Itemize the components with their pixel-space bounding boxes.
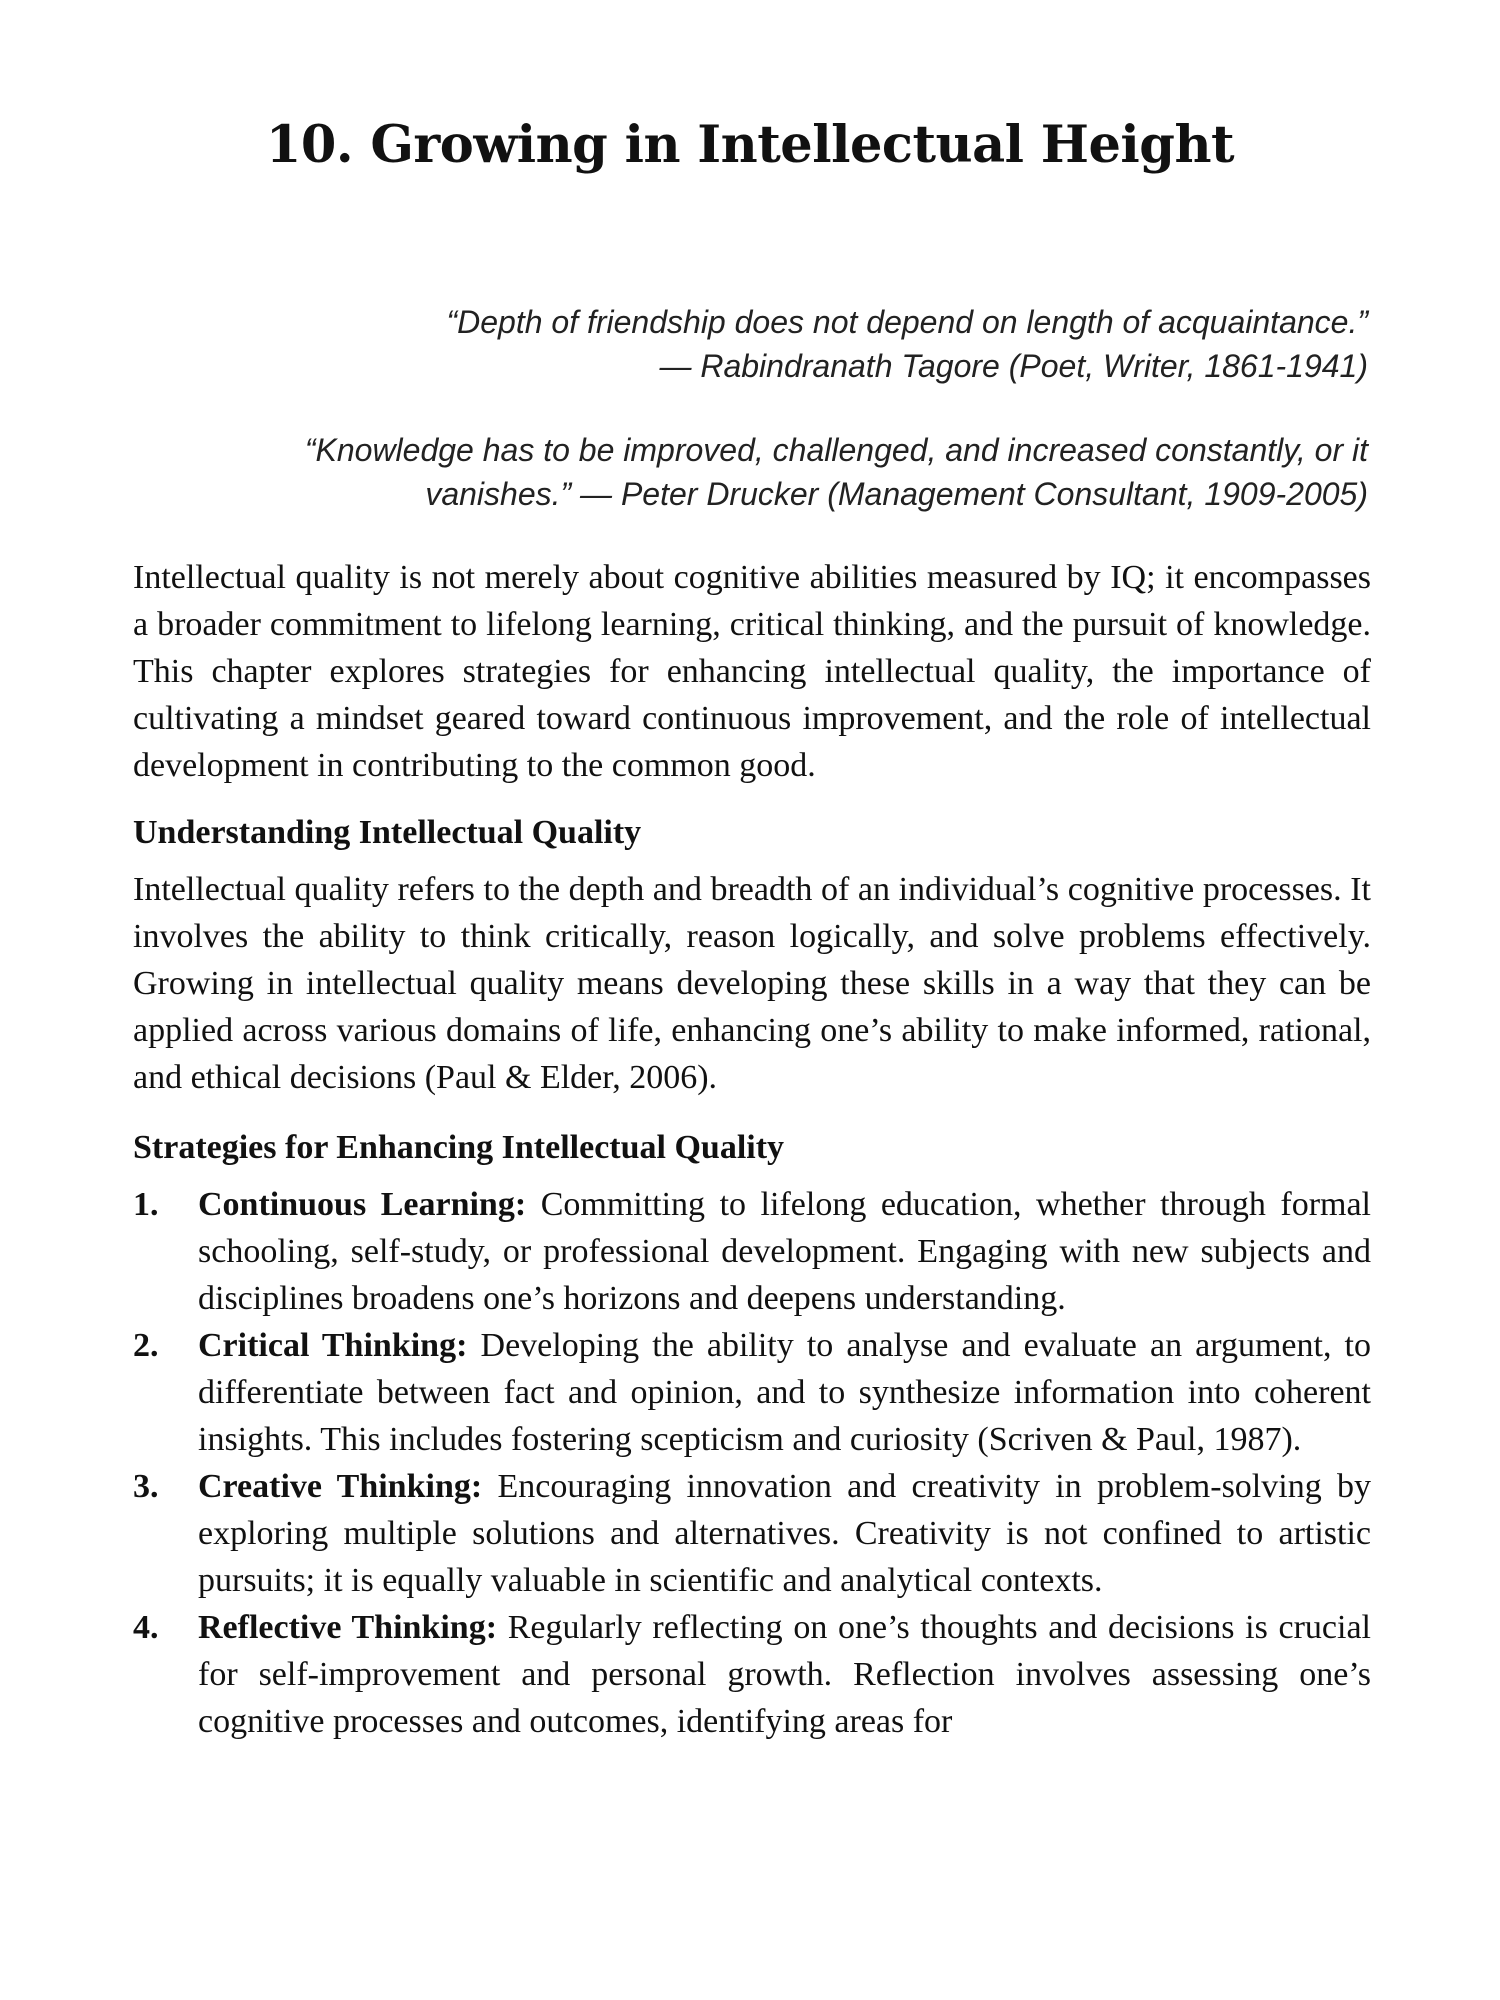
list-item xyxy=(133,1322,1371,1463)
list-item-text: Committing to lifelong education, whether through formal schooling, self-study, or professional development. Engaging with new subjects and disciplines broadens one’s horizons and deepens understanding. xyxy=(198,1186,1371,1317)
chapter-title: 10. Growing in Intellectual Height xyxy=(265,115,1235,175)
epigraph-attribution: vanishes.” — Peter Drucker (Management Consultant, 1909-2005) xyxy=(425,476,1368,512)
list-item-term: Creative Thinking: xyxy=(198,1468,483,1505)
list-item-term: Continuous Learning: xyxy=(198,1186,527,1223)
list-item-number: 2. xyxy=(133,1327,159,1364)
epigraph-tagore xyxy=(88,300,1368,388)
list-item xyxy=(133,1604,1371,1745)
section-heading-strategies: Strategies for Enhancing Intellectual Quality xyxy=(133,1129,785,1166)
chapter-body xyxy=(133,554,1371,1745)
list-item-number: 3. xyxy=(133,1468,159,1505)
epigraph-line: “Knowledge has to be improved, challenged, and increased constantly, or it xyxy=(304,432,1368,468)
list-item-text: Encouraging innovation and creativity in problem-solving by exploring multiple solutions and alternatives. Creativity is not confined to artistic pursuits; it is equally valuable in scientific and analytical contexts. xyxy=(198,1468,1371,1599)
strategy-list xyxy=(133,1181,1371,1745)
section-heading-understanding: Understanding Intellectual Quality xyxy=(133,814,642,851)
list-item-text: Regularly reflecting on one’s thoughts and decisions is crucial for self-improvement and personal growth. Reflection involves assessing one’s cognitive processes and outcomes, identifying areas for xyxy=(198,1609,1371,1740)
list-item-term: Reflective Thinking: xyxy=(198,1609,498,1646)
intro-paragraph: Intellectual quality is not merely about cognitive abilities measured by IQ; it encompasses a broader commitment to lifelong learning, critical thinking, and the pursuit of knowledge. This chapter explores strategies for enhancing intellectual quality, the importance of cultivating a mindset geared toward continuous improvement, and the role of intellectual development in contributing to the common good. xyxy=(133,559,1371,784)
epigraph-line: “Depth of friendship does not depend on length of acquaintance.” xyxy=(446,304,1368,340)
list-item-number: 1. xyxy=(133,1186,159,1223)
list-item-text: Developing the ability to analyse and evaluate an argument, to differentiate between fact and opinion, and to synthesize information into coherent insights. This includes fostering scepticism and curiosity (Scriven & Paul, 1987). xyxy=(198,1327,1372,1458)
list-item xyxy=(133,1181,1371,1322)
epigraphs xyxy=(88,300,1368,556)
epigraph-attribution: — Rabindranath Tagore (Poet, Writer, 1861-1941) xyxy=(659,348,1368,384)
list-item xyxy=(133,1463,1371,1604)
list-item-term: Critical Thinking: xyxy=(198,1327,468,1364)
understanding-paragraph: Intellectual quality refers to the depth and breadth of an individual’s cognitive processes. It involves the ability to think critically, reason logically, and solve problems effectively. Growing in intellectual quality means developing these skills in a way that they can be applied across various domains of life, enhancing one’s ability to make informed, rational, and ethical decisions (Paul & Elder, 2006). xyxy=(133,871,1371,1096)
list-item-number: 4. xyxy=(133,1609,159,1646)
epigraph-drucker xyxy=(88,428,1368,516)
